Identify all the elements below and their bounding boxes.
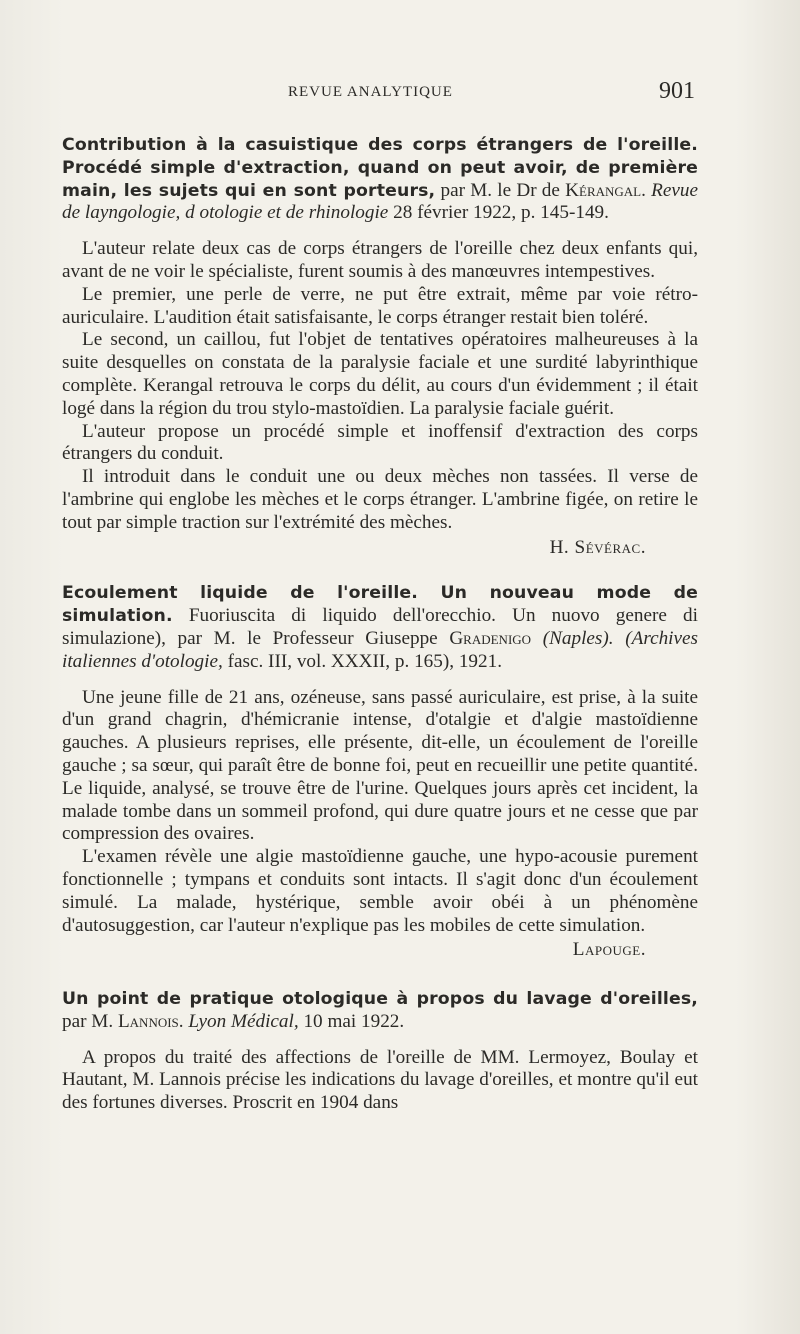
article-date: fasc. III, vol. XXXII, p. 165), 1921. bbox=[227, 650, 503, 672]
article-date: 10 mai 1922. bbox=[303, 1010, 405, 1032]
article-author: Gradenigo bbox=[449, 627, 532, 649]
article-foreign-bodies bbox=[62, 134, 698, 559]
article-simulation bbox=[62, 582, 698, 962]
running-head-title: REVUE ANALYTIQUE bbox=[288, 84, 453, 100]
article-title: Un point de pratique otologique à propos du lavage d'oreilles, bbox=[62, 989, 698, 1010]
paragraph: Le second, un caillou, fut l'objet de tentatives opératoires malheureuses à la suite desquelles on constata de la paralysie faciale et une surdité labyrinthique complète. Kerangal retrouva le corps du délit, au cours d'un évidemment ; il était logé dans la région du trou stylo-mastoïdien. La paralysie faciale guérit. bbox=[62, 329, 698, 419]
reviewer-signature: Lapouge. bbox=[572, 939, 646, 961]
paragraph: L'examen révèle une algie mastoïdienne gauche, une hypo-acousie purement fonctionnelle ; tympans et conduits sont intacts. Il s'agit donc d'un écoulement simulé. La malade, hystérique, semble avoir obéi à un phénomène d'autosuggestion, car l'auteur n'explique pas les mobiles de cette simulation. bbox=[62, 846, 698, 936]
article-author: Kérangal. bbox=[565, 179, 646, 201]
article-byline: par M. bbox=[62, 1010, 114, 1032]
paragraph: A propos du traité des affections de l'oreille de MM. Lermoyez, Boulay et Hautant, M. Lannois précise les indications du lavage d'oreilles, et montre qu'il eut des fortunes diverses. Proscrit en 1904 dans bbox=[62, 1046, 698, 1114]
article-heading bbox=[62, 134, 698, 225]
article-ear-washing bbox=[62, 988, 698, 1115]
paragraph: Le premier, une perle de verre, ne put être extrait, même par voie rétro-auriculaire. L'audition était satisfaisante, le corps étranger restait bien toléré. bbox=[62, 283, 698, 328]
article-title: Ecoulement liquide de l'oreille. Un nouveau mode de simulation. bbox=[62, 583, 698, 627]
article-journal: (Archives italiennes d'otologie, bbox=[62, 627, 699, 672]
page-number: 901 bbox=[659, 78, 695, 104]
article-subtitle: Fuoriuscita di liquido dell'orecchio. Un nuovo genere di simulazione), par M. le Professeur Giuseppe bbox=[62, 605, 698, 649]
reviewer-signature: H. Sévérac. bbox=[549, 536, 646, 558]
article-heading bbox=[62, 582, 698, 673]
article-place: (Naples). bbox=[542, 627, 614, 649]
running-head bbox=[60, 78, 700, 108]
article-heading bbox=[62, 988, 698, 1034]
paragraph: L'auteur propose un procédé simple et inoffensif d'extraction des corps étrangers du conduit. bbox=[62, 420, 698, 465]
article-separator bbox=[62, 559, 698, 582]
paragraph: Il introduit dans le conduit une ou deux mèches non tassées. Il verse de l'ambrine qui englobe les mèches et le corps étranger. L'ambrine figée, on retire le tout par simple traction sur l'extrémité des mèches. bbox=[62, 466, 698, 533]
article-journal: Lyon Médical, bbox=[188, 1010, 299, 1032]
article-byline: par M. le Dr de bbox=[440, 179, 560, 201]
article-separator bbox=[62, 962, 698, 988]
article-author: Lannois. bbox=[117, 1010, 184, 1032]
article-title: Contribution à la casuistique des corps étrangers de l'oreille. Procédé simple d'extraction, quand on peut avoir, de première main, les sujets qui en sont porteurs, bbox=[62, 135, 698, 201]
page-body bbox=[62, 134, 698, 1115]
paragraph: Une jeune fille de 21 ans, ozéneuse, sans passé auriculaire, est prise, à la suite d'un grand chagrin, d'hémicranie intense, d'otalgie et d'algie mastoïdienne gauches. A plusieurs reprises, elle présente, dit-elle, un écoulement de l'oreille gauche ; sa sœur, qui paraît être de bonne foi, peut en recueillir une petite quantité. Le liquide, analysé, se trouve être de l'urine. Quelques jours après cet incident, la malade tombe dans un sommeil profond, qui dure quatre jours et ne cesse que par compression des ovaires. bbox=[62, 686, 698, 845]
article-journal: Revue de layngologie, d otologie et de rhinologie bbox=[62, 179, 698, 224]
article-date: 28 février 1922, p. 145-149. bbox=[393, 202, 609, 224]
paragraph: L'auteur relate deux cas de corps étrangers de l'oreille chez deux enfants qui, avant de ne voir le spécialiste, furent soumis à des manœuvres intempestives. bbox=[62, 238, 698, 282]
